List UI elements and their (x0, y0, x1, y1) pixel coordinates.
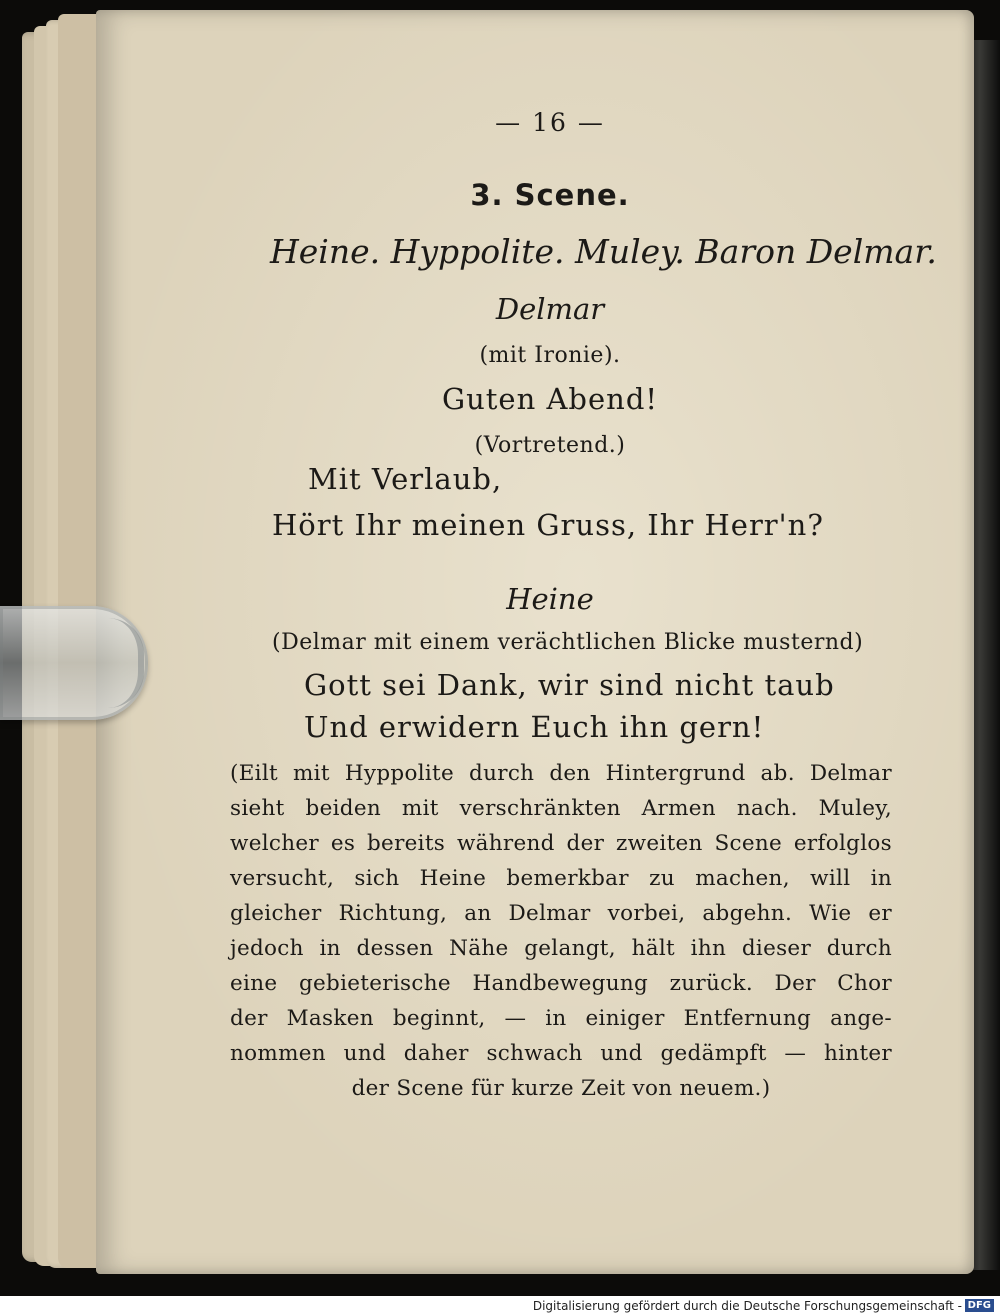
speaker-name: Delmar (495, 292, 605, 326)
paragraph-line: versucht, sich Heine bemerkbar zu machen, will in (230, 866, 892, 891)
paragraph-line: sieht beiden mit verschränkten Armen nach. Muley, (230, 796, 892, 821)
dialogue-line: Gott sei Dank, wir sind nicht taub (304, 668, 835, 702)
paragraph-line: gleicher Richtung, an Delmar vorbei, abgehn. Wie er (230, 901, 892, 926)
dialogue-line: Hört Ihr meinen Gruss, Ihr Herr'n? (272, 508, 824, 542)
cast-list: Heine. Hyppolite. Muley. Baron Delmar. (270, 232, 937, 271)
dialogue-line: Guten Abend! (441, 382, 659, 416)
footer-credit: Digitalisierung gefördert durch die Deutsche Forschungsgemeinschaft - (532, 1299, 962, 1313)
stage-direction: (Delmar mit einem verächtlichen Blicke musternd) (272, 630, 864, 655)
dialogue-line: Und erwidern Euch ihn gern! (304, 710, 765, 744)
stage-direction: (mit Ironie). (479, 343, 621, 368)
stage-direction-paragraph (230, 756, 892, 1106)
paragraph-line: jedoch in dessen Nähe gelangt, hält ihn dieser durch (230, 936, 892, 961)
dialogue-line: Mit Verlaub, (308, 462, 503, 496)
stage-direction: (Vortretend.) (474, 433, 626, 458)
page-number: — 16 — (495, 108, 605, 137)
paragraph-line: der Scene für kurze Zeit von neuem.) (351, 1076, 771, 1101)
paragraph-line: der Masken beginnt, — in einiger Entfernung ange- (230, 1006, 892, 1031)
dfg-logo-icon: DFG (965, 1299, 994, 1312)
scene-heading: 3. Scene. (470, 178, 630, 212)
footer-bar (0, 1296, 1000, 1316)
paragraph-line: nommen und daher schwach und gedämpft — hinter (230, 1041, 892, 1066)
speaker-name: Heine (506, 582, 594, 616)
paragraph-line: (Eilt mit Hyppolite durch den Hintergrund ab. Delmar (230, 761, 892, 786)
paragraph-line: welcher es bereits während der zweiten Scene erfolglos (230, 831, 892, 856)
paragraph-line: eine gebieterische Handbewegung zurück. Der Chor (230, 971, 892, 996)
